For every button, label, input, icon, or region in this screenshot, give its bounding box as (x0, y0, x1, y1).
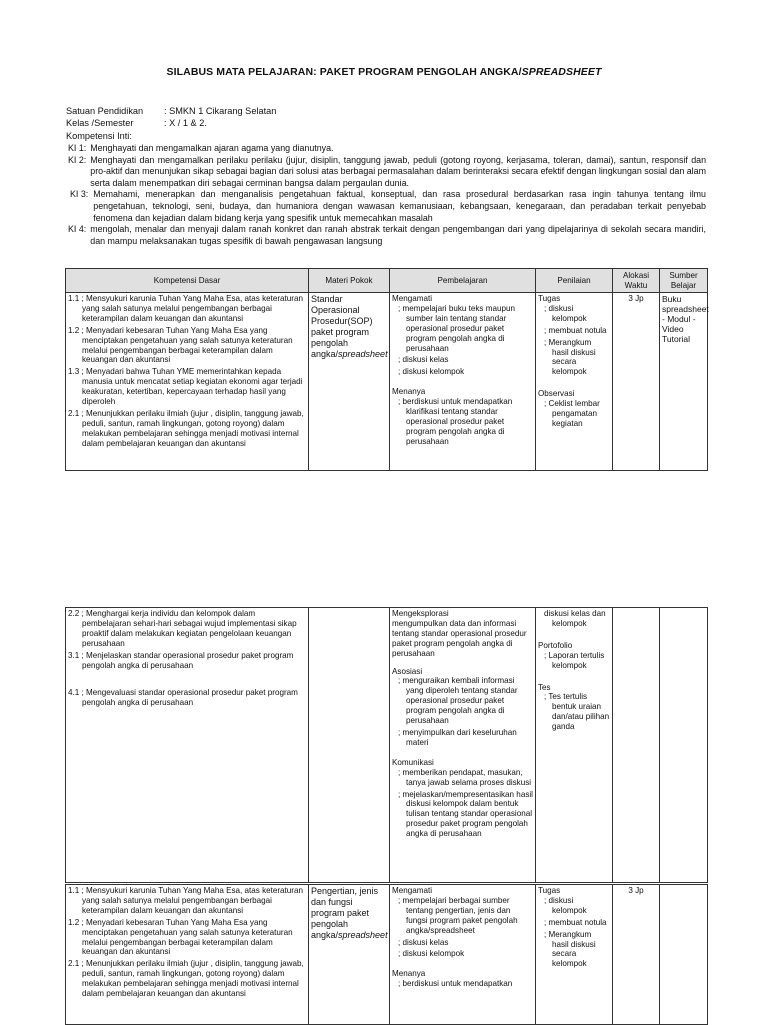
silabus-table-1 (65, 268, 708, 471)
list-item: ; diskusi kelompok (398, 367, 465, 377)
ki-item: KI 2: Menghayati dan mengamalkan perilaku perilaku (jujur, disiplin, tanggung jawab, peduli (gotong royong, kerjasama, toleran, damai), santun, responsif dan pro-aktif dan menunjukan sikap sebagai bagian dari solusi atas berbagai permasalahan dalam berinteraksi secara efektif dengan lingkungan sosial dan alam serta dalam menempatkan diri sebagai cerminan bangsa dalam pergaulan dunia. (68, 154, 706, 188)
list-item: ; diskusi kelas (398, 355, 449, 365)
list-item: ; Laporan tertulis kelompok (544, 650, 605, 670)
section-heading: Menanya (392, 969, 426, 979)
section-heading: Tes (538, 682, 551, 692)
alokasi-cell: 3 Jp (613, 885, 660, 1025)
sumber-cell (660, 885, 708, 1025)
section-heading: Mengeksplorasi (392, 609, 449, 618)
list-item: ; membuat notula (544, 325, 607, 335)
list-item: ; diskusi kelompok (398, 949, 465, 959)
kompetensi-inti-list (66, 143, 706, 247)
list-item: ; mempelajari berbagai sumber tentang pengertian, jenis dan fungsi program paket pengolah angka/spreadsheet (398, 895, 518, 935)
section-heading: Portofolio (538, 640, 573, 650)
silabus-table-2 (65, 607, 708, 883)
pembelajaran-cell (390, 608, 536, 883)
list-item: ; diskusi kelompok (544, 303, 587, 323)
ki-item: KI 4: mengolah, menalar dan menyaji dalam ranah konkret dan ranah abstrak terkait dengan pengembangan dari yang dipelajarinya di sekolah secara mandiri, dan mampu melaksanakan tugas spesifik di bawah pengawasan langsung (68, 224, 706, 246)
list-item: ; memberikan pendapat, masukan, tanya jawab selama proses diskusi (398, 767, 532, 787)
kd-cell: 2.2 ; Menghargai kerja individu dan kelompok dalam pembelajaran sehari-hari sebagai wujud implementasi sikap proaktif dalam melakukan kegiatan pengelolaan keuangan perusahaan 3.1 ; Menjelaskan standar operasional prosedur paket program pengolah angka di perusahaan 4.1 ; Mengevaluasi standar operasional prosedur paket program pengolah angka di perusahaan (66, 608, 309, 883)
list-item: ; Merangkum hasil diskusi secara kelompok (544, 337, 596, 377)
list-item: ; diskusi kelompok (544, 895, 587, 915)
list-item: ; menguraikan kembali informasi yang diperoleh tentang standar operasional prosedur paket program pengolah angka di perusahaan (398, 676, 518, 726)
sumber-cell (660, 608, 708, 883)
list-item: ; membuat notula (544, 917, 607, 927)
section-heading: Komunikasi (392, 757, 434, 767)
sumber-cell: Buku spreadsheet - Modul - Video Tutorial (660, 293, 708, 471)
section-heading: Menanya (392, 387, 426, 397)
header-sumber-belajar: Sumber Belajar (660, 269, 708, 293)
kd-cell: 1.1 ; Mensyukuri karunia Tuhan Yang Maha Esa, atas keteraturan yang salah satunya melalui pengembangan berbagai keterampilan dalam keuangan dan akuntansi 1.2 ; Menyadari kebesaran Tuhan Yang Maha Esa yang menciptakan pengetahuan yang salah satunya keteraturan melalui pengembangan berbagai keterampilan dalam keuangan dan akuntansi 2.1 ; Menunjukkan perilaku ilmiah (jujur , disiplin, tanggung jawab, peduli, santun, ramah lingkungan, gotong royong) dalam melakukan pembelajaran sehingga menjadi motivasi internal dalam pembelajaran keuangan dan akuntansi (66, 885, 309, 1025)
header-alokasi-waktu: Alokasi Waktu (613, 269, 660, 293)
penilaian-cell (536, 608, 613, 883)
header-materi-pokok: Materi Pokok (309, 269, 390, 293)
spacer (538, 379, 610, 389)
penilaian-cell (536, 885, 613, 1025)
pembelajaran-cell (390, 293, 536, 471)
list-item: diskusi kelas dan kelompok (544, 609, 606, 628)
penilaian-cell (536, 293, 613, 471)
list-item: ; berdiskusi untuk mendapatkan (398, 979, 513, 989)
page-title: SILABUS MATA PELAJARAN: PAKET PROGRAM PENGOLAH ANGKA/SPREADSHEET (166, 66, 602, 78)
section-heading: Observasi (538, 389, 575, 399)
ki-item: KI 3: Memahami, menerapkan dan menganalisis pengetahuan faktual, konseptual, dan rasa prosedural berdasarkan rasa ingin tahunya tentang ilmu pengetahuan, teknologi, seni, budaya, dan humaniora dengan wawasan kemanusiaan, kebangsaan, kenegaraan, dan peradaban terkait penyebab fenomena dan kejadian dalam bidang kerja yang spesifik untuk memecahkan masalah (70, 189, 706, 223)
header-pembelajaran: Pembelajaran (390, 269, 536, 293)
section-heading: Tugas (538, 294, 561, 303)
spacer (538, 631, 610, 641)
spacer (538, 673, 610, 683)
header-penilaian: Penilaian (536, 269, 613, 293)
spacer (392, 379, 533, 387)
list-item: ; mempelajari buku teks maupun sumber lain tentang standar operasional prosedur paket program pengolah angka di perusahaan (398, 303, 515, 353)
materi-cell: Standar Operasional Prosedur(SOP) paket program pengolah angka/spreadsheet (309, 293, 390, 471)
list-item: ; Merangkum hasil diskusi secara kelompok (544, 929, 596, 969)
spacer (392, 750, 533, 758)
meta-row: Kompetensi Inti: (66, 130, 132, 141)
spacer (392, 961, 533, 969)
school-info (66, 105, 276, 142)
list-item: ; mejelaskan/mempresentasikan hasil diskusi kelompok dalam bentuk tulisan tentang standar operasional prosedur paket program pengolah angka di perusahaan (398, 789, 533, 839)
list-item: ; Tes tertulis bentuk uraian dan/atau pilihan ganda (544, 692, 610, 732)
section-heading: Asosiasi (392, 666, 423, 676)
section-heading: Tugas (538, 886, 561, 895)
section-heading: Mengamati (392, 294, 433, 303)
silabus-table-3 (65, 884, 708, 1025)
list-item: ; Ceklist lembar pengamatan kegiatan (544, 399, 600, 428)
kd-cell: 1.1 ; Mensyukuri karunia Tuhan Yang Maha Esa, atas keteraturan yang salah satunya melalui pengembangan berbagai keterampilan dalam keuangan dan akuntansi 1.2 ; Menyadari kebesaran Tuhan Yang Maha Esa yang menciptakan pengetahuan yang salah satunya keteraturan melalui pengembangan berbagai keterampilan dalam keuangan dan akuntansi 1.3 ; Menyadari bahwa Tuhan YME memerintahkan kepada manusia untuk mencatat setiap kegiatan ekonomi agar terjadi keakuratan, ketertiban, kepercayaan terhadap hasil yang diperoleh 2.1 ; Menunjukkan perilaku ilmiah (jujur , disiplin, tanggung jawab, peduli, santun, ramah lingkungan, gotong royong) dalam melakukan pembelajaran sehingga menjadi motivasi internal dalam pembelajaran keuangan dan akuntansi (66, 293, 309, 471)
list-item: mengumpulkan data dan informasi tentang standar operasional prosedur paket program pengolah angka di perusahaan (392, 618, 527, 658)
spacer (392, 659, 533, 667)
list-item: ; berdiskusi untuk mendapatkan klarifikasi tentang standar operasional prosedur paket program pengolah angka di perusahaan (398, 397, 513, 446)
pembelajaran-cell (390, 885, 536, 1025)
materi-cell: Pengertian, jenis dan fungsi program paket pengolah angka/spreadsheet (309, 885, 390, 1025)
section-heading: Mengamati (392, 886, 433, 895)
header-kompetensi-dasar: Kompetensi Dasar (66, 269, 309, 293)
meta-row: Kelas /Semester : X / 1 & 2. (66, 118, 207, 129)
materi-cell (309, 608, 390, 883)
list-item: ; menyimpulkan dari keseluruhan materi (398, 727, 517, 747)
alokasi-cell: 3 Jp (613, 293, 660, 471)
meta-row: Satuan Pendidikan : SMKN 1 Cikarang Selatan (66, 106, 277, 116)
alokasi-cell (613, 608, 660, 883)
list-item: ; diskusi kelas (398, 937, 449, 947)
ki-item: KI 1: Menghayati dan mengamalkan ajaran agama yang dianutnya. (68, 143, 334, 153)
